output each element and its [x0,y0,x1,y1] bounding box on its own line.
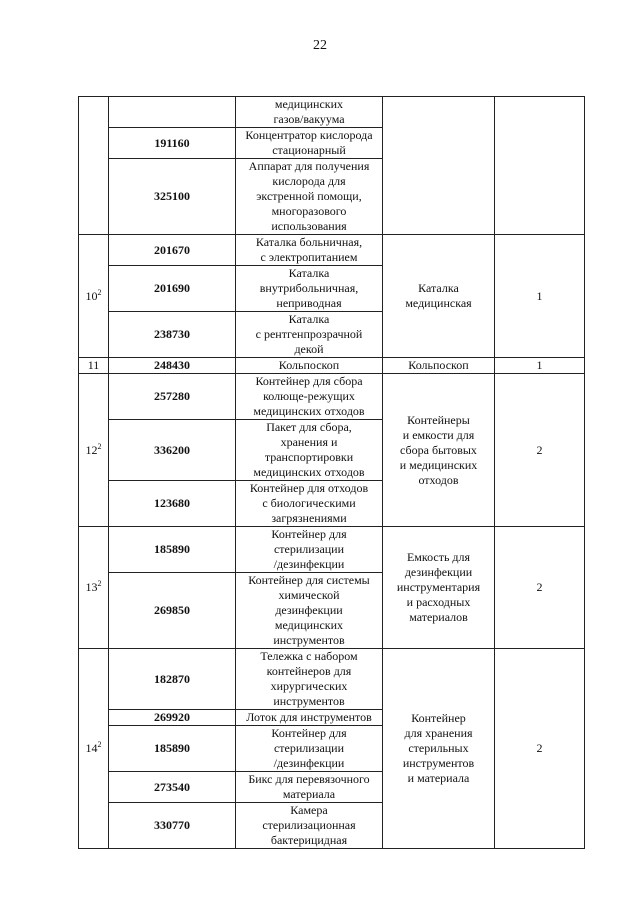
name-cell: Аппарат для получения кислорода для экстренной помощи, многоразового использования [236,159,383,235]
code-cell: 257280 [109,374,236,420]
group-type-cell [383,97,495,235]
group-qty-cell: 2 [495,649,585,849]
name-cell: Контейнер для системы химической дезинфекции медицинских инструментов [236,573,383,649]
name-cell: Контейнер для сбора колюще-режущих медицинских отходов [236,374,383,420]
group-number-cell [79,97,109,235]
table-row [79,527,585,573]
code-cell: 330770 [109,803,236,849]
group-qty-cell: 1 [495,235,585,358]
code-cell: 191160 [109,128,236,159]
name-cell: Камера стерилизационная бактерицидная [236,803,383,849]
group-number-cell: $14^2$ [79,649,109,849]
code-cell: 269850 [109,573,236,649]
group-type-cell: Контейнер для хранения стерильных инструментов и материала [383,649,495,849]
code-cell: 185890 [109,527,236,573]
group-qty-cell [495,97,585,235]
name-cell: Каталка внутрибольничная, неприводная [236,266,383,312]
group-number-cell: 11 [79,358,109,374]
table-row [79,374,585,420]
code-cell: 185890 [109,726,236,772]
code-cell: 201670 [109,235,236,266]
group-qty-cell: 1 [495,358,585,374]
name-cell: Концентратор кислорода стационарный [236,128,383,159]
group-number-cell: $13^2$ [79,527,109,649]
group-type-cell: Контейнеры и емкости для сбора бытовых и медицинских отходов [383,374,495,527]
name-cell: Тележка с набором контейнеров для хирургических инструментов [236,649,383,710]
code-cell: 238730 [109,312,236,358]
group-qty-cell: 2 [495,527,585,649]
code-cell: 182870 [109,649,236,710]
group-type-cell: Емкость для дезинфекции инструментария и расходных материалов [383,527,495,649]
table-row [79,649,585,710]
code-cell: 123680 [109,481,236,527]
code-cell: 336200 [109,420,236,481]
table-row [79,97,585,128]
code-cell [109,97,236,128]
code-cell: 273540 [109,772,236,803]
group-number-cell: $10^2$ [79,235,109,358]
name-cell: Лоток для инструментов [236,710,383,726]
table-row [79,235,585,266]
group-type-cell: Кольпоскоп [383,358,495,374]
group-qty-cell: 2 [495,374,585,527]
page-number: 22 [313,38,327,53]
name-cell: Каталка с рентгенпрозрачной декой [236,312,383,358]
name-cell: Контейнер для отходов с биологическими загрязнениями [236,481,383,527]
name-cell: Кольпоскоп [236,358,383,374]
group-number-cell: $12^2$ [79,374,109,527]
name-cell: Каталка больничная, с электропитанием [236,235,383,266]
equipment-table [78,96,585,849]
name-cell: медицинских газов/вакуума [236,97,383,128]
group-type-cell: Каталка медицинская [383,235,495,358]
name-cell: Контейнер для стерилизации /дезинфекции [236,527,383,573]
code-cell: 269920 [109,710,236,726]
name-cell: Контейнер для стерилизации /дезинфекции [236,726,383,772]
table-row [79,358,585,374]
code-cell: 248430 [109,358,236,374]
code-cell: 201690 [109,266,236,312]
code-cell: 325100 [109,159,236,235]
name-cell: Бикс для перевязочного материала [236,772,383,803]
name-cell: Пакет для сбора, хранения и транспортировки медицинских отходов [236,420,383,481]
